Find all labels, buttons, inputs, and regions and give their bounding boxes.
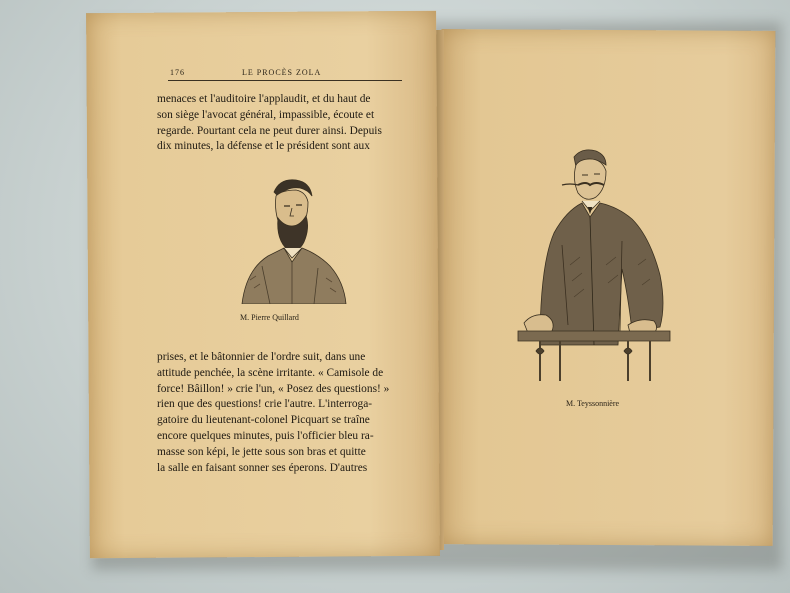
caption-pierre-quillard: M. Pierre Quillard (240, 313, 299, 322)
header-rule (168, 80, 402, 81)
text-line: force! Bâillon! » crie l'un, « Posez des questions! » (157, 382, 390, 395)
text-line: masse son képi, le jette sous son bras et quitte (157, 445, 366, 458)
caption-teyssonniere: M. Teyssonnière (566, 399, 620, 408)
text-line: la salle en faisant sonner ses éperons. D'autres (157, 461, 368, 474)
text-line: menaces et l'auditoire l'applaudit, et du haut de (157, 93, 371, 105)
text-line: attitude penchée, la scène irritante. « Camisole de (157, 366, 384, 379)
running-head: LE PROCÈS ZOLA (242, 68, 322, 77)
paragraph-bottom (157, 350, 402, 476)
portrait-pierre-quillard (222, 170, 352, 304)
text-line: rien que des questions! crie l'autre. L'interroga- (157, 398, 373, 411)
page-number: 176 (170, 68, 185, 77)
text-line: regarde. Pourtant cela ne peut durer ainsi. Depuis (157, 124, 382, 137)
text-line: dix minutes, la défense et le président sont aux (157, 140, 370, 153)
text-line: encore quelques minutes, puis l'officier bleu ra- (157, 429, 374, 442)
text-line: son siège l'avocat général, impassible, écoute et (157, 108, 375, 121)
portrait-teyssonniere (510, 145, 678, 385)
paragraph-top (157, 92, 402, 155)
text-line: gatoire du lieutenant-colonel Picquart se traîne (157, 414, 370, 427)
text-line: prises, et le bâtonnier de l'ordre suit, dans une (157, 351, 366, 363)
